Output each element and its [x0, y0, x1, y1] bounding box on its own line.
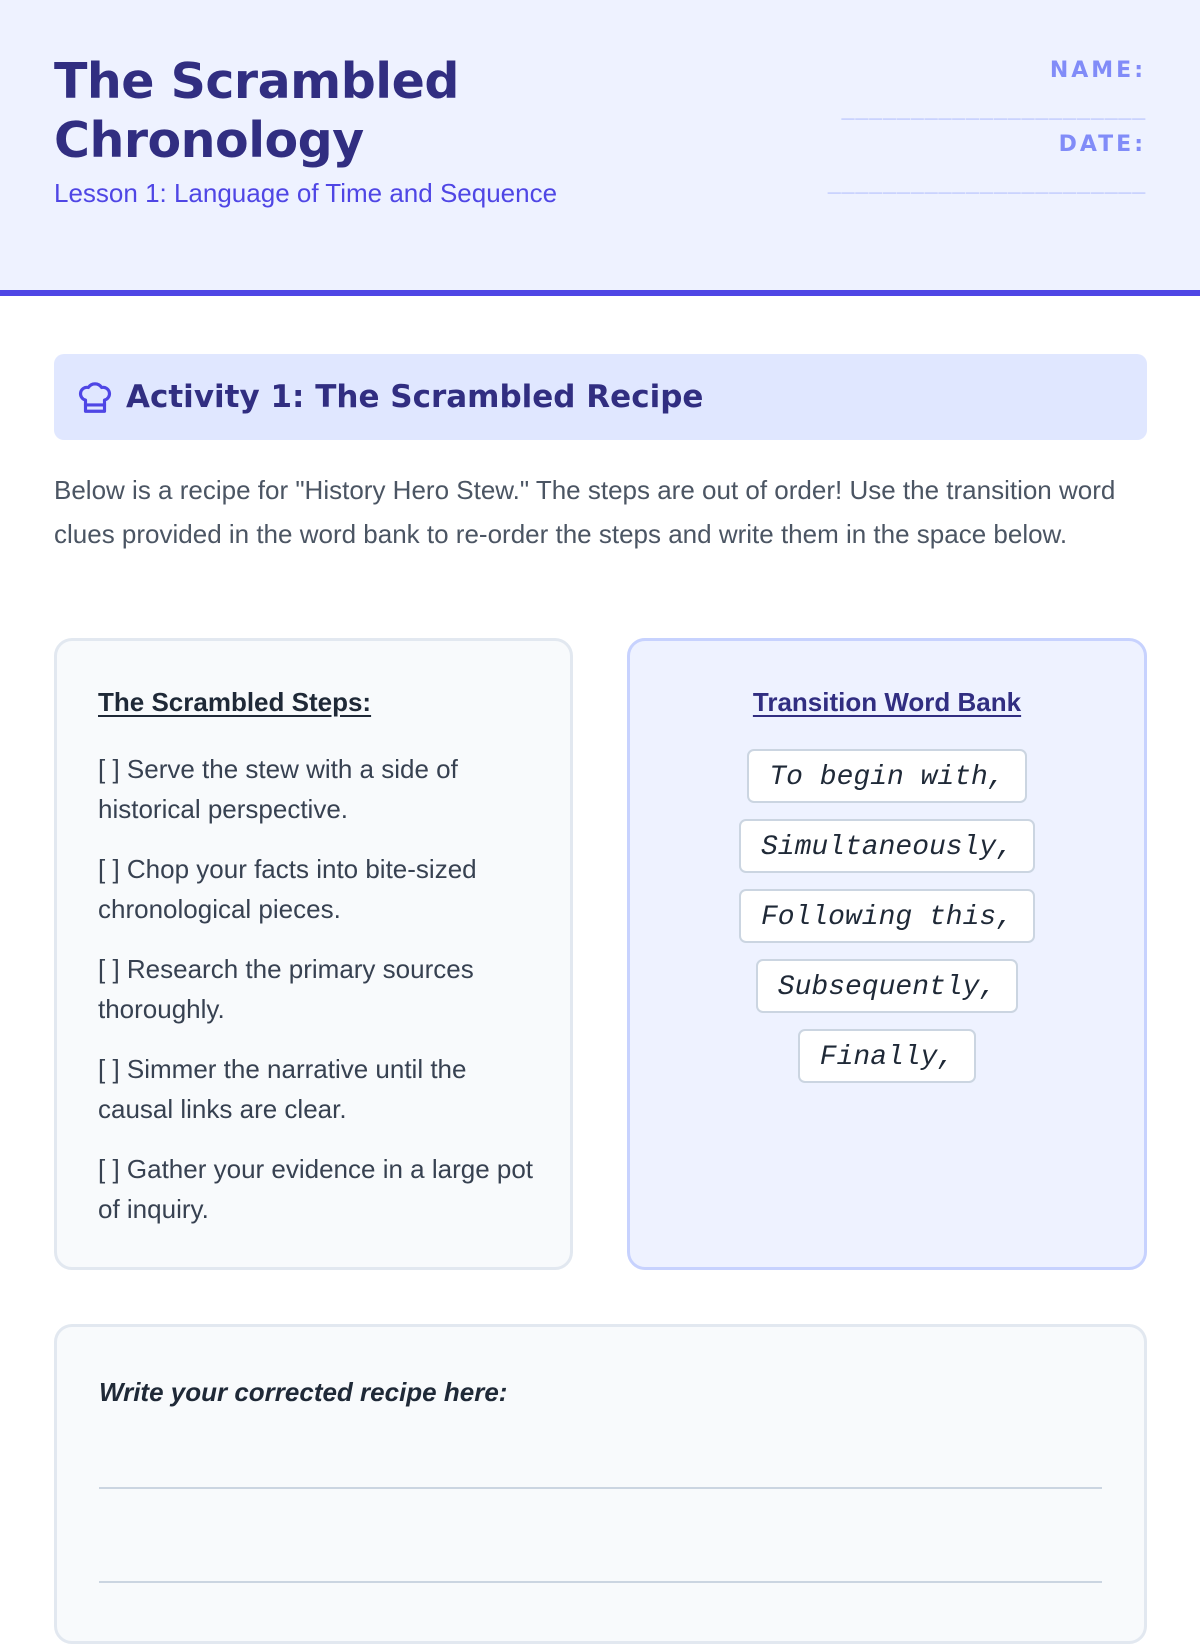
chef-hat-icon — [76, 378, 114, 416]
word-chip[interactable]: Following this, — [739, 889, 1035, 943]
word-chip[interactable]: Finally, — [798, 1029, 976, 1083]
activity-instructions: Below is a recipe for "History Hero Stew." The steps are out of order! Use the transition word clues provided in the word bank to re-order the steps and write them in the space below. — [54, 475, 1116, 549]
list-item[interactable]: [ ] Chop your facts into bite-sized chronological pieces. — [98, 854, 477, 924]
answer-line-1[interactable] — [99, 1487, 1102, 1489]
name-label: NAME: — [1049, 58, 1146, 83]
word-chip[interactable]: Simultaneously, — [739, 819, 1035, 873]
answer-line-2[interactable] — [99, 1581, 1102, 1583]
word-chip[interactable]: Subsequently, — [756, 959, 1018, 1013]
answer-label: Write your corrected recipe here: — [99, 1377, 508, 1407]
list-item[interactable]: [ ] Serve the stew with a side of historical perspective. — [98, 754, 458, 824]
date-label: DATE: — [1058, 132, 1146, 157]
scrambled-steps-card — [54, 638, 573, 1270]
scrambled-steps-list — [98, 749, 538, 1249]
scrambled-steps-heading: The Scrambled Steps: — [98, 687, 372, 717]
list-item[interactable]: [ ] Research the primary sources thoroughly. — [98, 954, 474, 1024]
activity-banner — [54, 354, 1147, 440]
answer-card — [54, 1324, 1147, 1644]
activity-title: Activity 1: The Scrambled Recipe — [126, 379, 704, 415]
word-chip[interactable]: To begin with, — [747, 749, 1026, 803]
name-field-line[interactable]: ______________________ — [841, 95, 1146, 120]
worksheet-header — [0, 0, 1200, 296]
worksheet-title: The Scrambled Chronology — [54, 53, 459, 169]
lesson-subtitle: Lesson 1: Language of Time and Sequence — [54, 178, 558, 208]
word-bank-card — [627, 638, 1147, 1270]
list-item[interactable]: [ ] Simmer the narrative until the causal links are clear. — [98, 1054, 467, 1124]
list-item[interactable]: [ ] Gather your evidence in a large pot of inquiry. — [98, 1154, 534, 1224]
word-bank-heading: Transition Word Bank — [752, 687, 1022, 717]
word-bank-chips — [630, 749, 1144, 1099]
date-field-line[interactable]: _______________________ — [827, 169, 1146, 194]
student-info — [766, 54, 1146, 202]
